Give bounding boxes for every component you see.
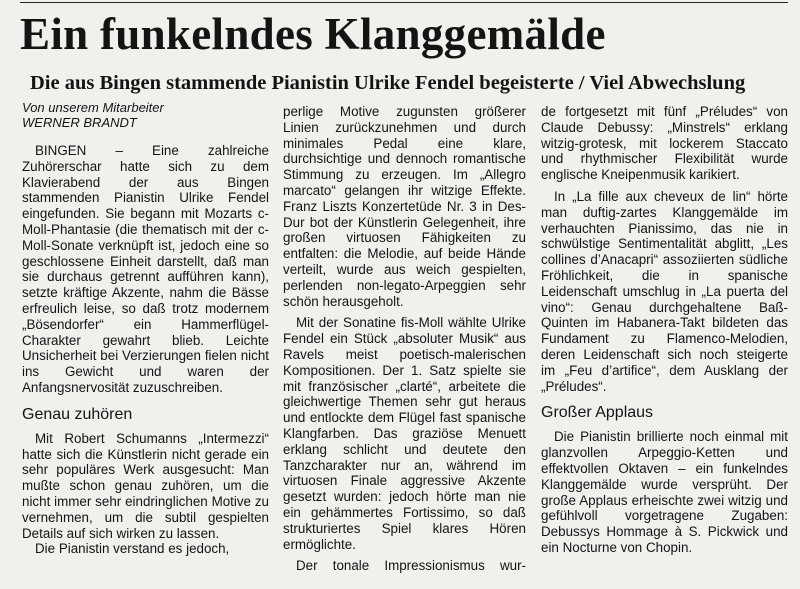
article-column-3 [541, 104, 788, 556]
subheading-genau-zuhoeren: Genau zuhören [22, 405, 133, 423]
byline [22, 100, 269, 130]
article-column-1 [22, 100, 269, 557]
paragraph: BINGEN – Eine zahlreiche Zuhörerschar hatte sich zu dem Klavierabend der aus Bingen stammenden Pianistin Ulrike Fendel eingefunden. Sie begann mit Mozarts c-Moll-Phantasie (die thematisch mit der c-Moll-Sonate verknüpft ist, jedoch eine so geschlossene Einheit darstellt, daß man sie durchaus getrennt aufführen kann), setzte kräftige Akzente, nahm die Bässe erfreulich leise, so daß trotz modernem „Bösendorfer“ ein Hammerflügel-Charakter gewahrt blieb. Leichte Unsicherheit bei Verzierungen fielen nicht ins Gewicht und waren der Anfangsnervosität zuzuschreiben. [22, 143, 269, 395]
paragraph: Der tonale Impressionismus wur- [296, 558, 526, 574]
headline: Ein funkelndes Klanggemälde [20, 9, 606, 59]
byline-author: WERNER BRANDT [22, 115, 137, 130]
top-rule [20, 2, 788, 3]
byline-line-1: Von unserem Mitarbeiter [22, 100, 164, 115]
paragraph: Mit Robert Schumanns „Intermezzi“ hatte sich die Künstlerin nicht gerade ein sehr populäres Werk ausgesucht: Man mußte schon genau zuhören, um die nicht immer sehr eindringlichen Motive zu vernehmen, um die subtil gespielten Details auf sich wirken zu lassen. [22, 430, 269, 541]
paragraph: In „La fille aux cheveux de lin“ hörte man duftig-zartes Klanggemälde im verhauchten Pianissimo, das nie in schwülstige Sentimentalität abglitt, „Les collines d’Anacapri“ assoziierten südliche Fröhlichkeit, die in spanische Leidenschaft umschlug in „La puerta del vino“: Genau durchgehaltene Baß-Quinten im Habanera-Takt bildeten das Fundament zu Flamenco-Melodien, deren Leidenschaft sich noch steigerte im „Feu d’artifice“, dem Ausklang der „Préludes“. [541, 188, 788, 394]
paragraph: de fortgesetzt mit fünf „Préludes“ von Claude Debussy: „Minstrels“ erklang witzig-grotesk, mit lockerem Staccato und rhythmischer Flexibilität wurde englische Kneipenmusik karikiert. [541, 104, 788, 183]
article-column-2 [283, 104, 526, 574]
subheading-grosser-applaus: Großer Applaus [541, 404, 654, 422]
paragraph: perlige Motive zugunsten größerer Linien zurückzunehmen und durch minimales Pedal eine klare, durchsichtige und dennoch romantische Stimmung zu erzeugen. Im „Allegro marcato“ gelangen ihr witzige Effekte. Franz Liszts Konzertetüde Nr. 3 in Des-Dur bot der Künstlerin Gelegenheit, ihre großen virtuosen Fähigkeiten zu entfalten: die Melodie, auf beide Hände verteilt, wurde aus weich gespielten, perlenden non-legato-Arpeggien sehr schön herausgeholt. [283, 104, 526, 309]
paragraph: Mit der Sonatine fis-Moll wählte Ulrike Fendel ein Stück „absoluter Musik“ aus Ravels meist poetisch-malerischen Kompositionen. Der 1. Satz spielte sie mit französischer „clarté“, arbeitete die gleichwertige Themen sehr gut heraus und entlockte dem Flügel fast spanische Klangfarben. Das graziöse Menuett erklang schlicht und deutete den Tanzcharakter nur an, während im virtuosen Finale aggressive Akzente gesetzt wurden: jedoch hörte man nie ein gehämmertes Fortissimo, so daß strukturiertes Spiel klares Hören ermöglichte. [283, 315, 526, 552]
paragraph: Die Pianistin brillierte noch einmal mit glanzvollen Arpeggio-Ketten und effektvollen Oktaven – ein funkelndes Klanggemälde wurde versprüht. Der große Applaus erheischte zwei witzig und gefühlvoll vorgetragene Zugaben: Debussys Hommage à S. Pickwick und ein Nocturne von Chopin. [541, 429, 788, 555]
paragraph: Die Pianistin verstand es jedoch, [35, 541, 230, 557]
deck-subheadline: Die aus Bingen stammende Pianistin Ulrike Fendel begeisterte / Viel Abwechslung [30, 72, 746, 94]
